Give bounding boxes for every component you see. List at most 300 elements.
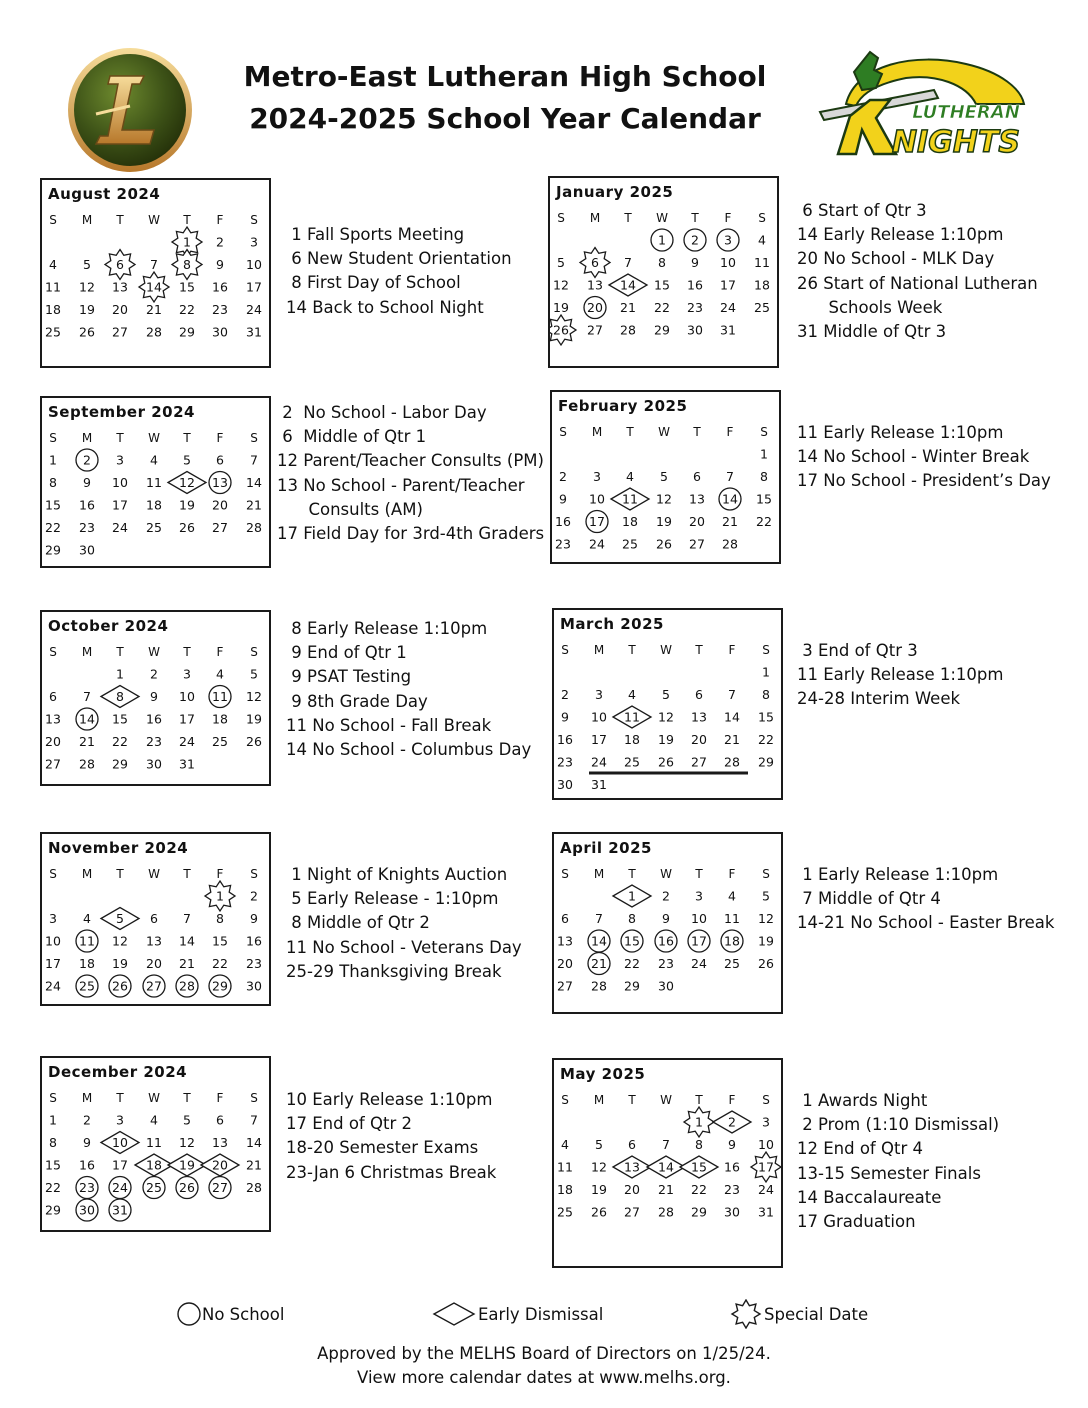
day-number: 13 — [112, 279, 128, 295]
month-grid — [550, 178, 777, 366]
day-number: 29 — [758, 754, 774, 770]
legend-early-dismissal-label: Early Dismissal — [478, 1304, 604, 1324]
day-number: 26 — [179, 520, 195, 535]
day-number: 3 — [116, 452, 124, 468]
weekday-label: M — [593, 1093, 605, 1107]
month-title: September 2024 — [48, 403, 195, 421]
month-grid — [42, 180, 269, 366]
day-number: 29 — [179, 324, 195, 340]
month-title: April 2025 — [560, 839, 652, 857]
day-number: 12 — [658, 709, 674, 725]
weekday-label: M — [593, 643, 605, 657]
day-number: 22 — [45, 520, 61, 535]
day-number: 23 — [658, 956, 674, 971]
day-number: 11 — [624, 709, 640, 725]
day-number: 4 — [150, 452, 158, 468]
day-number: 17 — [720, 277, 736, 293]
day-number: 28 — [658, 1204, 674, 1220]
day-number: 28 — [722, 536, 738, 552]
month-grid — [554, 834, 781, 1012]
day-number: 25 — [724, 956, 740, 971]
day-number: 27 — [691, 754, 707, 770]
day-number: 22 — [756, 514, 772, 529]
month-grid — [554, 1060, 781, 1266]
event-note: 9 8th Grade Day — [286, 691, 428, 711]
day-number: 28 — [179, 978, 195, 994]
day-number: 4 — [628, 687, 636, 702]
notes-november-2024 — [286, 863, 522, 984]
month-title: August 2024 — [48, 185, 161, 203]
day-number: 15 — [758, 709, 774, 725]
event-note: 17 Graduation — [797, 1212, 916, 1232]
day-number: 5 — [762, 888, 770, 904]
weekday-label: W — [660, 643, 672, 657]
diamond-icon — [432, 1301, 476, 1327]
day-number: 22 — [179, 302, 195, 317]
calendar-title: 2024-2025 School Year Calendar — [249, 102, 761, 135]
month-grid — [42, 612, 269, 784]
event-note: 8 Early Release 1:10pm — [286, 619, 488, 638]
weekday-label: F — [216, 645, 224, 659]
day-number: 11 — [724, 911, 740, 926]
calendar-december-2024 — [40, 1056, 271, 1232]
day-number: 1 — [116, 666, 124, 682]
day-number: 15 — [179, 279, 195, 295]
day-number: 17 — [758, 1159, 774, 1175]
weekday-label: S — [762, 643, 770, 657]
day-number: 28 — [591, 978, 607, 994]
day-number: 11 — [146, 475, 162, 490]
day-number: 4 — [216, 666, 224, 682]
weekday-label: T — [691, 211, 699, 225]
month-title: March 2025 — [560, 615, 664, 633]
day-number: 21 — [179, 956, 195, 971]
day-number: 13 — [212, 1135, 228, 1150]
day-number: 5 — [557, 255, 565, 270]
day-number: 18 — [622, 514, 638, 529]
school-name: Metro-East Lutheran High School — [243, 60, 767, 93]
day-number: 31 — [112, 1202, 128, 1218]
day-number: 3 — [762, 1114, 770, 1130]
weekday-label: T — [624, 211, 632, 225]
weekday-label: F — [728, 867, 736, 881]
event-note: 25-29 Thanksgiving Break — [286, 961, 502, 981]
event-note: 31 Middle of Qtr 3 — [797, 322, 947, 342]
day-number: 1 — [658, 232, 666, 248]
weekday-label: S — [250, 645, 258, 659]
day-number: 23 — [79, 1180, 95, 1195]
notes-may-2025 — [797, 1089, 999, 1234]
day-number: 26 — [758, 956, 774, 971]
day-number: 30 — [557, 777, 573, 792]
day-number: 16 — [246, 933, 262, 949]
day-number: 3 — [595, 687, 603, 702]
svg-text:NIGHTS: NIGHTS — [891, 125, 1021, 160]
day-number: 18 — [146, 497, 162, 513]
event-note: 24-28 Interim Week — [797, 689, 961, 709]
day-number: 14 — [722, 491, 738, 507]
day-number: 7 — [662, 1137, 670, 1152]
day-number: 10 — [112, 475, 128, 490]
day-number: 6 — [49, 689, 57, 704]
day-number: 3 — [695, 888, 703, 904]
svg-text:LUTHERAN: LUTHERAN — [912, 102, 1020, 123]
day-number: 13 — [557, 933, 573, 949]
day-number: 6 — [628, 1137, 636, 1152]
day-number: 27 — [45, 756, 61, 772]
star-icon — [728, 1299, 764, 1329]
day-number: 6 — [561, 911, 569, 926]
day-number: 6 — [216, 1112, 224, 1128]
day-number: 19 — [656, 514, 672, 529]
notes-september-2024 — [277, 401, 544, 546]
day-number: 3 — [116, 1112, 124, 1128]
day-number: 20 — [624, 1182, 640, 1197]
event-note: 6 New Student Orientation — [286, 249, 512, 269]
day-number: 1 — [760, 446, 768, 462]
event-note: 20 No School - MLK Day — [797, 249, 995, 269]
weekday-label: T — [116, 645, 124, 659]
day-number: 21 — [591, 956, 607, 971]
weekday-label: T — [695, 867, 703, 881]
day-number: 22 — [624, 956, 640, 971]
day-number: 18 — [724, 933, 740, 949]
weekday-label: M — [81, 645, 93, 659]
day-number: 22 — [691, 1182, 707, 1197]
day-number: 8 — [628, 911, 636, 926]
weekday-label: S — [250, 1091, 258, 1105]
day-number: 21 — [79, 734, 95, 749]
weekday-label: M — [81, 867, 93, 881]
event-note: 1 Fall Sports Meeting — [286, 225, 465, 244]
weekday-label: F — [728, 1093, 736, 1107]
day-number: 7 — [83, 689, 91, 704]
day-number: 25 — [45, 324, 61, 340]
day-number: 28 — [146, 324, 162, 340]
calendar-may-2025 — [552, 1058, 783, 1268]
day-number: 2 — [216, 234, 224, 250]
day-number: 19 — [179, 497, 195, 513]
day-number: 15 — [45, 1157, 61, 1173]
day-number: 10 — [179, 689, 195, 704]
day-number: 14 — [246, 475, 262, 490]
day-number: 14 — [79, 711, 95, 727]
weekday-label: T — [116, 1091, 124, 1105]
notes-march-2025 — [797, 639, 1003, 712]
day-number: 9 — [150, 689, 158, 704]
day-number: 8 — [760, 469, 768, 484]
day-number: 10 — [112, 1135, 128, 1150]
day-number: 6 — [591, 255, 599, 270]
day-number: 27 — [212, 520, 228, 535]
day-number: 14 — [658, 1159, 674, 1175]
event-note: 9 End of Qtr 1 — [286, 643, 407, 663]
day-number: 10 — [691, 911, 707, 926]
day-number: 24 — [179, 734, 195, 749]
day-number: 22 — [654, 300, 670, 315]
notes-april-2025 — [797, 863, 1054, 936]
day-number: 29 — [45, 542, 61, 558]
day-number: 4 — [728, 888, 736, 904]
day-number: 5 — [662, 687, 670, 702]
day-number: 23 — [146, 734, 162, 749]
notes-october-2024 — [286, 617, 531, 762]
weekday-label: S — [49, 431, 57, 445]
day-number: 14 — [591, 933, 607, 949]
day-number: 7 — [183, 911, 191, 926]
day-number: 17 — [691, 933, 707, 949]
weekday-label: W — [658, 425, 670, 439]
day-number: 16 — [555, 514, 571, 529]
day-number: 2 — [559, 469, 567, 484]
day-number: 7 — [595, 911, 603, 926]
weekday-label: W — [148, 1091, 160, 1105]
weekday-label: F — [728, 643, 736, 657]
day-number: 26 — [79, 324, 95, 340]
day-number: 13 — [689, 491, 705, 507]
day-number: 9 — [691, 255, 699, 270]
month-title: February 2025 — [558, 397, 688, 415]
day-number: 29 — [624, 978, 640, 994]
event-note: 9 PSAT Testing — [286, 667, 412, 687]
day-number: 2 — [83, 452, 91, 468]
event-note: 11 No School - Fall Break — [286, 715, 492, 735]
day-number: 25 — [212, 734, 228, 749]
day-number: 8 — [658, 255, 666, 270]
legend-special-date — [728, 1296, 868, 1332]
day-number: 31 — [758, 1204, 774, 1220]
day-number: 19 — [758, 933, 774, 949]
day-number: 13 — [624, 1159, 640, 1175]
day-number: 23 — [724, 1182, 740, 1197]
day-number: 25 — [557, 1204, 573, 1220]
day-number: 2 — [691, 232, 699, 248]
day-number: 11 — [45, 279, 61, 295]
day-number: 28 — [724, 754, 740, 770]
day-number: 14 — [146, 279, 162, 295]
day-number: 25 — [622, 536, 638, 552]
day-number: 15 — [624, 933, 640, 949]
day-number: 15 — [112, 711, 128, 727]
day-number: 19 — [658, 732, 674, 747]
event-note: 11 Early Release 1:10pm — [797, 423, 1004, 442]
event-note: 17 End of Qtr 2 — [286, 1114, 412, 1134]
weekday-label: T — [628, 643, 636, 657]
day-number: 7 — [150, 257, 158, 272]
day-number: 28 — [620, 322, 636, 338]
weekday-label: F — [216, 867, 224, 881]
day-number: 19 — [79, 302, 95, 317]
day-number: 26 — [658, 754, 674, 770]
day-number: 29 — [654, 322, 670, 338]
day-number: 23 — [246, 956, 262, 971]
day-number: 30 — [146, 756, 162, 772]
weekday-label: S — [561, 1093, 569, 1107]
weekday-label: S — [760, 425, 768, 439]
day-number: 14 — [620, 277, 636, 293]
weekday-label: S — [250, 867, 258, 881]
day-number: 8 — [49, 475, 57, 490]
event-note: 2 Prom (1:10 Dismissal) — [797, 1115, 1000, 1135]
weekday-label: S — [250, 431, 258, 445]
day-number: 30 — [687, 322, 703, 338]
event-note: 8 First Day of School — [286, 273, 461, 293]
day-number: 12 — [179, 1135, 195, 1150]
weekday-label: W — [660, 867, 672, 881]
weekday-label: S — [49, 867, 57, 881]
day-number: 23 — [555, 536, 571, 552]
day-number: 13 — [691, 709, 707, 725]
day-number: 21 — [246, 1157, 262, 1173]
day-number: 30 — [79, 542, 95, 558]
legend-no-school-label: No School — [202, 1304, 285, 1324]
day-number: 24 — [112, 520, 128, 535]
day-number: 17 — [246, 279, 262, 295]
month-title: May 2025 — [560, 1065, 646, 1083]
day-number: 20 — [212, 1157, 228, 1173]
day-number: 4 — [49, 257, 57, 272]
day-number: 1 — [762, 664, 770, 680]
day-number: 25 — [146, 1180, 162, 1195]
day-number: 14 — [724, 709, 740, 725]
calendar-october-2024 — [40, 610, 271, 786]
event-note: 11 No School - Veterans Day — [286, 937, 522, 957]
day-number: 12 — [112, 933, 128, 949]
day-number: 3 — [593, 469, 601, 484]
weekday-label: M — [589, 211, 601, 225]
weekday-label: M — [591, 425, 603, 439]
day-number: 8 — [695, 1137, 703, 1152]
day-number: 11 — [754, 255, 770, 270]
day-number: 5 — [183, 452, 191, 468]
approval-note: Approved by the MELHS Board of Directors on 1/25/24. — [317, 1344, 771, 1363]
day-number: 14 — [246, 1135, 262, 1150]
day-number: 9 — [728, 1137, 736, 1152]
day-number: 2 — [662, 888, 670, 904]
day-number: 30 — [658, 978, 674, 994]
day-number: 21 — [146, 302, 162, 317]
event-note: 26 Start of National Lutheran — [797, 273, 1038, 293]
day-number: 5 — [83, 257, 91, 272]
calendar-august-2024 — [40, 178, 271, 368]
weekday-label: F — [216, 213, 224, 227]
day-number: 26 — [112, 978, 128, 994]
day-number: 17 — [591, 732, 607, 747]
weekday-label: W — [660, 1093, 672, 1107]
website-note: View more calendar dates at www.melhs.org. — [357, 1368, 731, 1387]
weekday-label: W — [148, 213, 160, 227]
event-note: 1 Night of Knights Auction — [286, 865, 508, 884]
weekday-label: T — [695, 1093, 703, 1107]
weekday-label: T — [693, 425, 701, 439]
day-number: 19 — [112, 956, 128, 971]
day-number: 3 — [183, 666, 191, 682]
day-number: 4 — [758, 232, 766, 248]
day-number: 2 — [83, 1112, 91, 1128]
knights-logo — [816, 44, 1030, 160]
day-number: 31 — [246, 324, 262, 340]
weekday-label: T — [116, 213, 124, 227]
day-number: 21 — [722, 514, 738, 529]
weekday-label: S — [557, 211, 565, 225]
legend-early-dismissal — [432, 1296, 603, 1332]
day-number: 20 — [45, 734, 61, 749]
weekday-label: M — [81, 431, 93, 445]
event-note: 5 Early Release - 1:10pm — [286, 889, 499, 909]
day-number: 28 — [246, 1180, 262, 1195]
day-number: 9 — [83, 1135, 91, 1150]
day-number: 21 — [246, 497, 262, 513]
day-number: 2 — [728, 1114, 736, 1130]
day-number: 27 — [587, 322, 603, 338]
day-number: 23 — [79, 520, 95, 535]
day-number: 27 — [212, 1180, 228, 1195]
day-number: 16 — [79, 1157, 95, 1173]
day-number: 13 — [45, 711, 61, 727]
weekday-label: W — [656, 211, 668, 225]
day-number: 18 — [557, 1182, 573, 1197]
day-number: 29 — [691, 1204, 707, 1220]
day-number: 20 — [689, 514, 705, 529]
school-logo-l — [66, 46, 194, 174]
day-number: 18 — [624, 732, 640, 747]
day-number: 5 — [183, 1112, 191, 1128]
day-number: 12 — [591, 1159, 607, 1175]
weekday-label: S — [762, 867, 770, 881]
day-number: 28 — [79, 756, 95, 772]
legend — [0, 1296, 1088, 1336]
event-note: 1 Awards Night — [797, 1091, 928, 1110]
day-number: 26 — [246, 734, 262, 749]
day-number: 15 — [45, 497, 61, 513]
legend-special-date-label: Special Date — [764, 1304, 869, 1324]
weekday-label: F — [726, 425, 734, 439]
day-number: 1 — [49, 452, 57, 468]
day-number: 24 — [591, 754, 607, 770]
calendar-september-2024 — [40, 396, 271, 568]
event-note: 17 No School - President’s Day — [797, 471, 1051, 491]
day-number: 5 — [660, 469, 668, 484]
day-number: 24 — [758, 1182, 774, 1197]
day-number: 29 — [45, 1202, 61, 1218]
event-note: 2 No School - Labor Day — [277, 403, 487, 422]
calendar-february-2025 — [550, 390, 781, 564]
weekday-label: S — [49, 1091, 57, 1105]
weekday-label: W — [148, 867, 160, 881]
day-number: 22 — [112, 734, 128, 749]
day-number: 27 — [146, 978, 162, 994]
day-number: 19 — [553, 300, 569, 315]
event-note: 6 Start of Qtr 3 — [797, 201, 927, 220]
day-number: 17 — [45, 956, 61, 971]
day-number: 2 — [250, 888, 258, 904]
day-number: 19 — [591, 1182, 607, 1197]
day-number: 7 — [728, 687, 736, 702]
weekday-label: W — [148, 431, 160, 445]
notes-february-2025 — [797, 421, 1051, 494]
day-number: 31 — [179, 756, 195, 772]
day-number: 24 — [45, 978, 61, 994]
day-number: 27 — [689, 536, 705, 552]
day-number: 11 — [146, 1135, 162, 1150]
day-number: 11 — [212, 689, 228, 704]
weekday-label: T — [116, 431, 124, 445]
weekday-label: F — [724, 211, 732, 225]
event-note: 14 Back to School Night — [286, 297, 484, 317]
weekday-label: S — [49, 213, 57, 227]
day-number: 21 — [658, 1182, 674, 1197]
day-number: 12 — [656, 491, 672, 507]
